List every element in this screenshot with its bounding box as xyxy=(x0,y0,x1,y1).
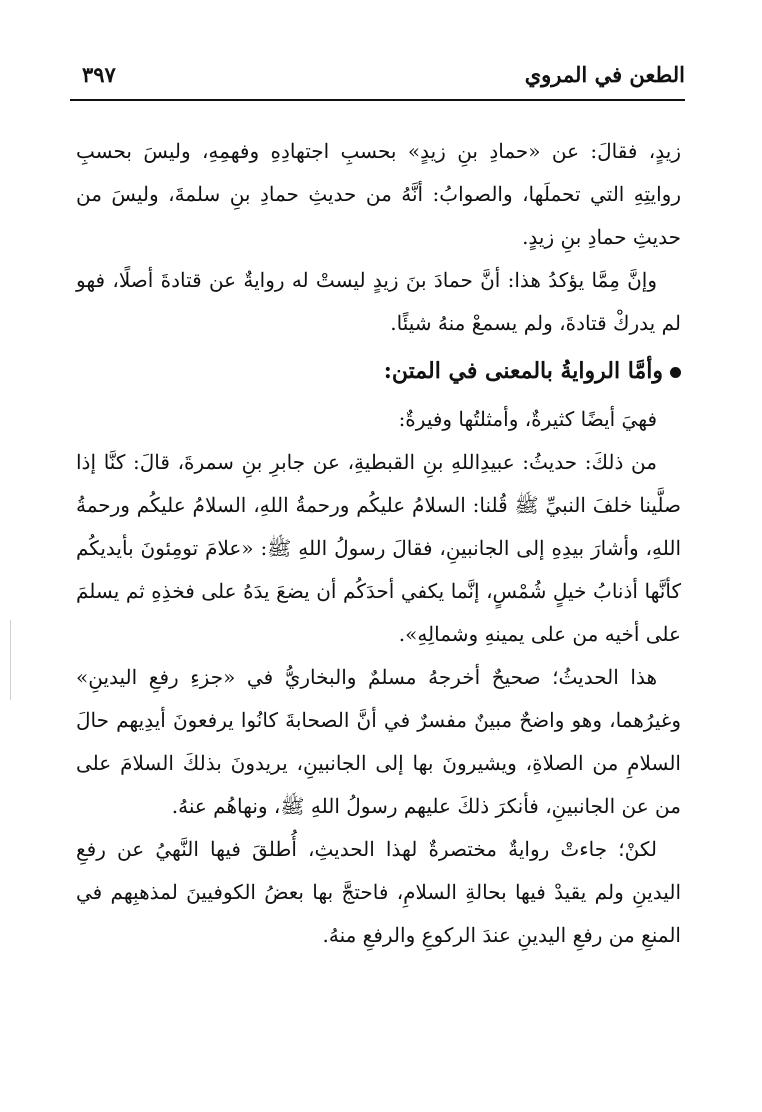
paragraph-authenticity: هذا الحديثُ؛ صحيحٌ أخرجهُ مسلمٌ والبخاريُّ في «جزءِ رفعِ اليدينِ» وغيرُهما، وهو واضحٌ مبينٌ مفسرٌ في أنَّ الصحابةَ كانُوا يرفعونَ أيدِيهم حالَ السلامِ من الصلاةِ، ويشيرونَ بها إلى الجانبينِ، يريدونَ بذلكَ السلامَ على من عن الجانبينِ، فأنكرَ ذلكَ عليهم رسولُ اللهِ ﷺ، ونهاهُم عنهُ. xyxy=(76,665,681,818)
header-rule xyxy=(70,99,685,101)
paragraph-hadith-jabir: من ذلكَ: حديثُ: عبيدِاللهِ بنِ القبطيةِ، عن جابرِ بنِ سمرةَ، قالَ: كنَّا إذا صلَّينا خلفَ النبيِّ ﷺ قُلنا: السلامُ عليكُم ورحمةُ اللهِ، السلامُ عليكُم ورحمةُ اللهِ، وأشارَ بيدِهِ إلى الجانبينِ، فقالَ رسولُ اللهِ ﷺ: «علامَ تومِئونَ بأيديكُم كأنَّها أذنابُ خيلٍ شُمْسٍ، إنَّما يكفي أحدَكُم أن يضعَ يدَهُ على فخذِهِ ثم يسلمَ على أخيه من على يمينهِ وشمالِهِ». xyxy=(76,450,681,646)
section-heading xyxy=(76,348,681,394)
body-text xyxy=(76,130,681,957)
running-title: الطعن في المروي xyxy=(524,62,685,87)
paragraph-confirmation: وإنَّ مِمَّا يؤكدُ هذا: أنَّ حمادَ بنَ زيدٍ ليستْ له روايةٌ عن قتادةَ أصلًا، فهو لم يدركْ قتادةَ، ولم يسمعْ منهُ شيئًا. xyxy=(76,268,681,335)
page-header xyxy=(70,62,685,96)
paragraph-abridged-narration: لكنْ؛ جاءتْ روايةٌ مختصرةٌ لهذا الحديثِ، أُطلقَ فيها النَّهيُ عن رفعِ اليدينِ ولم يقيدْ فيها بحالةِ السلامِ، فاحتجَّ بها بعضُ الكوفيينَ لمذهبِهم في المنعِ من رفعِ اليدينِ عندَ الركوعِ والرفعِ منهُ. xyxy=(76,837,681,947)
section-heading-text: وأمَّا الروايةُ بالمعنى في المتن: xyxy=(383,358,663,384)
paragraph-many-examples: فهيَ أيضًا كثيرةٌ، وأمثلتُها وفيرةٌ: xyxy=(398,407,657,431)
paragraph-hammad-ibn-zayd: زيدٍ، فقالَ: عن «حمادِ بنِ زيدٍ» بحسبِ اجتهادِهِ وفهمِهِ، وليسَ بحسبِ روايتِهِ التي تحملَها، والصوابُ: أنَّهُ من حديثِ حمادِ بنِ سلمةَ، وليسَ من حديثِ حمادِ بنِ زيدٍ. xyxy=(76,139,681,249)
bullet-icon xyxy=(670,367,681,378)
scan-edge-mark xyxy=(10,620,11,700)
page-number: ٣٩٧ xyxy=(82,62,116,87)
